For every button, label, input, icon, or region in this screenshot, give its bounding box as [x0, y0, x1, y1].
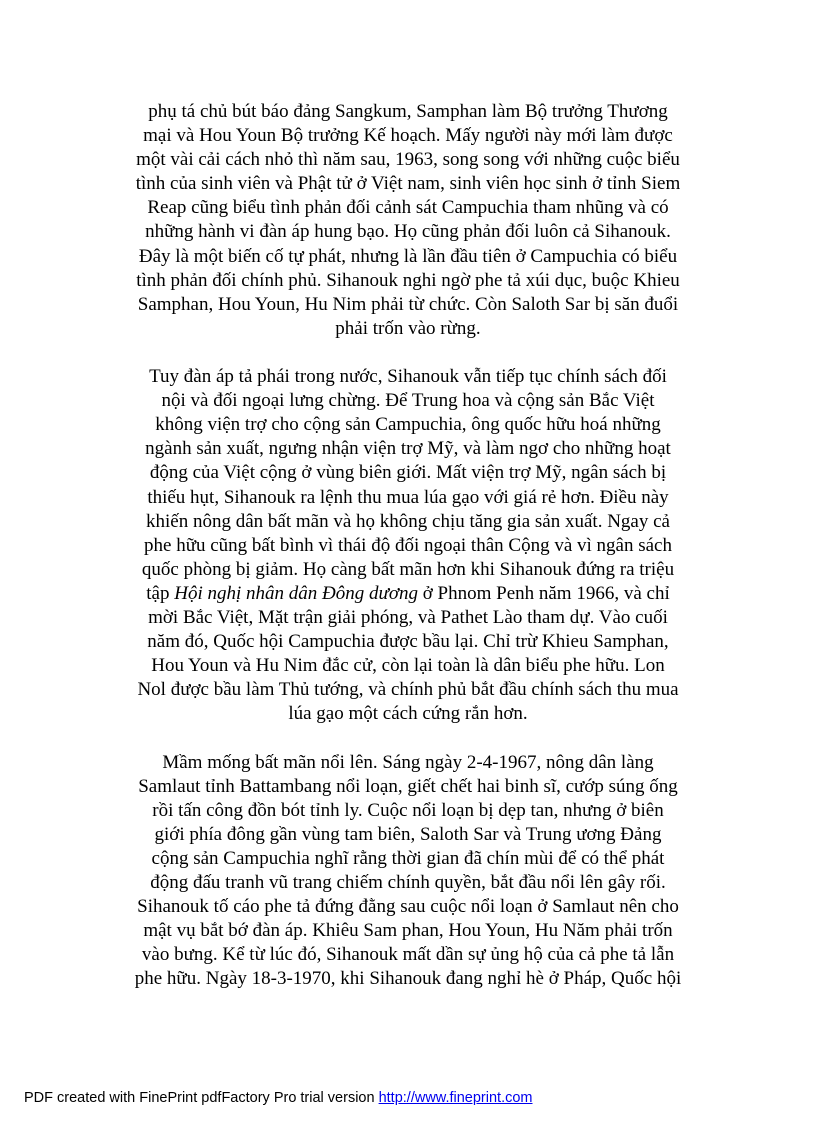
text-line: cộng sản Campuchia nghĩ rằng thời gian đã chín mùi để có thể phát	[151, 847, 665, 869]
text-line: lúa gạo một cách cứng rắn hơn.	[288, 703, 528, 725]
text-line: Reap cũng biểu tình phản đối cảnh sát Campuchia tham nhũng và có	[147, 197, 669, 219]
text-line: không viện trợ cho cộng sản Campuchia, ông quốc hữu hoá những	[155, 414, 661, 436]
footer-link[interactable]: http://www.fineprint.com	[378, 1090, 533, 1106]
text-line: Samlaut tỉnh Battambang nổi loạn, giết chết hai binh sĩ, cướp súng ống	[138, 775, 678, 797]
text-line: rồi tấn công đồn bót tỉnh ly. Cuộc nổi loạn bị dẹp tan, nhưng ở biên	[152, 799, 664, 821]
text-line: phe hữu. Ngày 18-3-1970, khi Sihanouk đang nghỉ hè ở Pháp, Quốc hội	[134, 968, 682, 990]
text-line: tập Hội nghị nhân dân Đông dương ở Phnom Penh năm 1966, và chỉ	[146, 582, 670, 604]
pdf-footer	[24, 1090, 533, 1106]
text-line: một vài cải cách nhỏ thì năm sau, 1963, song song với những cuộc biểu	[136, 149, 680, 171]
paragraph-2	[112, 365, 704, 726]
text-line: động của Việt cộng ở vùng biên giới. Mất viện trợ Mỹ, ngân sách bị	[149, 462, 667, 484]
text-line: phải trốn vào rừng.	[335, 317, 481, 339]
paragraph-3	[112, 751, 704, 992]
paragraph-1	[112, 100, 704, 341]
footer-text: PDF created with FinePrint pdfFactory Pro trial version	[24, 1090, 379, 1106]
text-line: tình của sinh viên và Phật tử ở Việt nam, sinh viên học sinh ở tỉnh Siem	[135, 173, 681, 195]
text-line: Sihanouk tố cáo phe tả đứng đằng sau cuộc nổi loạn ở Samlaut nên cho	[137, 896, 679, 918]
text-line: năm đó, Quốc hội Campuchia được bầu lại. Chỉ trừ Khieu Samphan,	[147, 631, 669, 653]
text-line: phụ tá chủ bút báo đảng Sangkum, Samphan làm Bộ trưởng Thương	[148, 101, 668, 122]
text-line: Mầm mống bất mãn nổi lên. Sáng ngày 2-4-1967, nông dân làng	[162, 751, 654, 773]
text-line: quốc phòng bị giảm. Họ càng bất mãn hơn khi Sihanouk đứng ra triệu	[141, 558, 675, 580]
text-line: ngành sản xuất, ngưng nhận viện trợ Mỹ, và làm ngơ cho những hoạt	[145, 438, 671, 460]
text-line: tình phản đối chính phủ. Sihanouk nghi ngờ phe tả xúi dục, buộc Khieu	[136, 269, 680, 291]
text-line: phe hữu cũng bất bình vì thái độ đối ngoại thân Cộng và vì ngân sách	[144, 534, 672, 556]
text-line: Hou Youn và Hu Nim đắc cử, còn lại toàn là dân biểu phe hữu. Lon	[151, 655, 665, 677]
text-line: vào bưng. Kể từ lúc đó, Sihanouk mất dần sự ủng hộ của cả phe tả lẫn	[141, 944, 675, 966]
text-line: khiến nông dân bất mãn và họ không chịu tăng gia sản xuất. Ngay cả	[146, 510, 670, 532]
italic-title: Hội nghị nhân dân Đông dương	[174, 582, 418, 604]
text-line: Đây là một biến cố tự phát, nhưng là lần đầu tiên ở Campuchia có biểu	[138, 245, 678, 267]
text-line: mại và Hou Youn Bộ trưởng Kế hoạch. Mấy người này mới làm được	[143, 125, 673, 147]
page-body	[112, 100, 704, 991]
text-line: động đấu tranh vũ trang chiếm chính quyền, bắt đầu nổi lên gây rối.	[150, 872, 666, 893]
text-line: thiếu hụt, Sihanouk ra lệnh thu mua lúa gạo với giá rẻ hơn. Điều này	[147, 486, 669, 508]
text-line: nội và đối ngoại lưng chừng. Để Trung hoa và cộng sản Bắc Việt	[161, 390, 655, 412]
text-line: những hành vi đàn áp hung bạo. Họ cũng phản đối luôn cả Sihanouk.	[145, 221, 671, 243]
text-line: Nol được bầu làm Thủ tướng, và chính phủ bắt đầu chính sách thu mua	[137, 679, 679, 701]
text-line: Tuy đàn áp tả phái trong nước, Sihanouk vẫn tiếp tục chính sách đối	[149, 366, 667, 388]
text-line: giới phía đông gần vùng tam biên, Saloth Sar và Trung ương Đảng	[154, 823, 662, 845]
text-line: mời Bắc Việt, Mặt trận giải phóng, và Pathet Lào tham dự. Vào cuối	[148, 606, 668, 628]
text-line: Samphan, Hou Youn, Hu Nim phải từ chức. Còn Saloth Sar bị săn đuổi	[137, 293, 679, 315]
text-line: mật vụ bắt bớ đàn áp. Khiêu Sam phan, Hou Youn, Hu Năm phải trốn	[143, 920, 673, 942]
